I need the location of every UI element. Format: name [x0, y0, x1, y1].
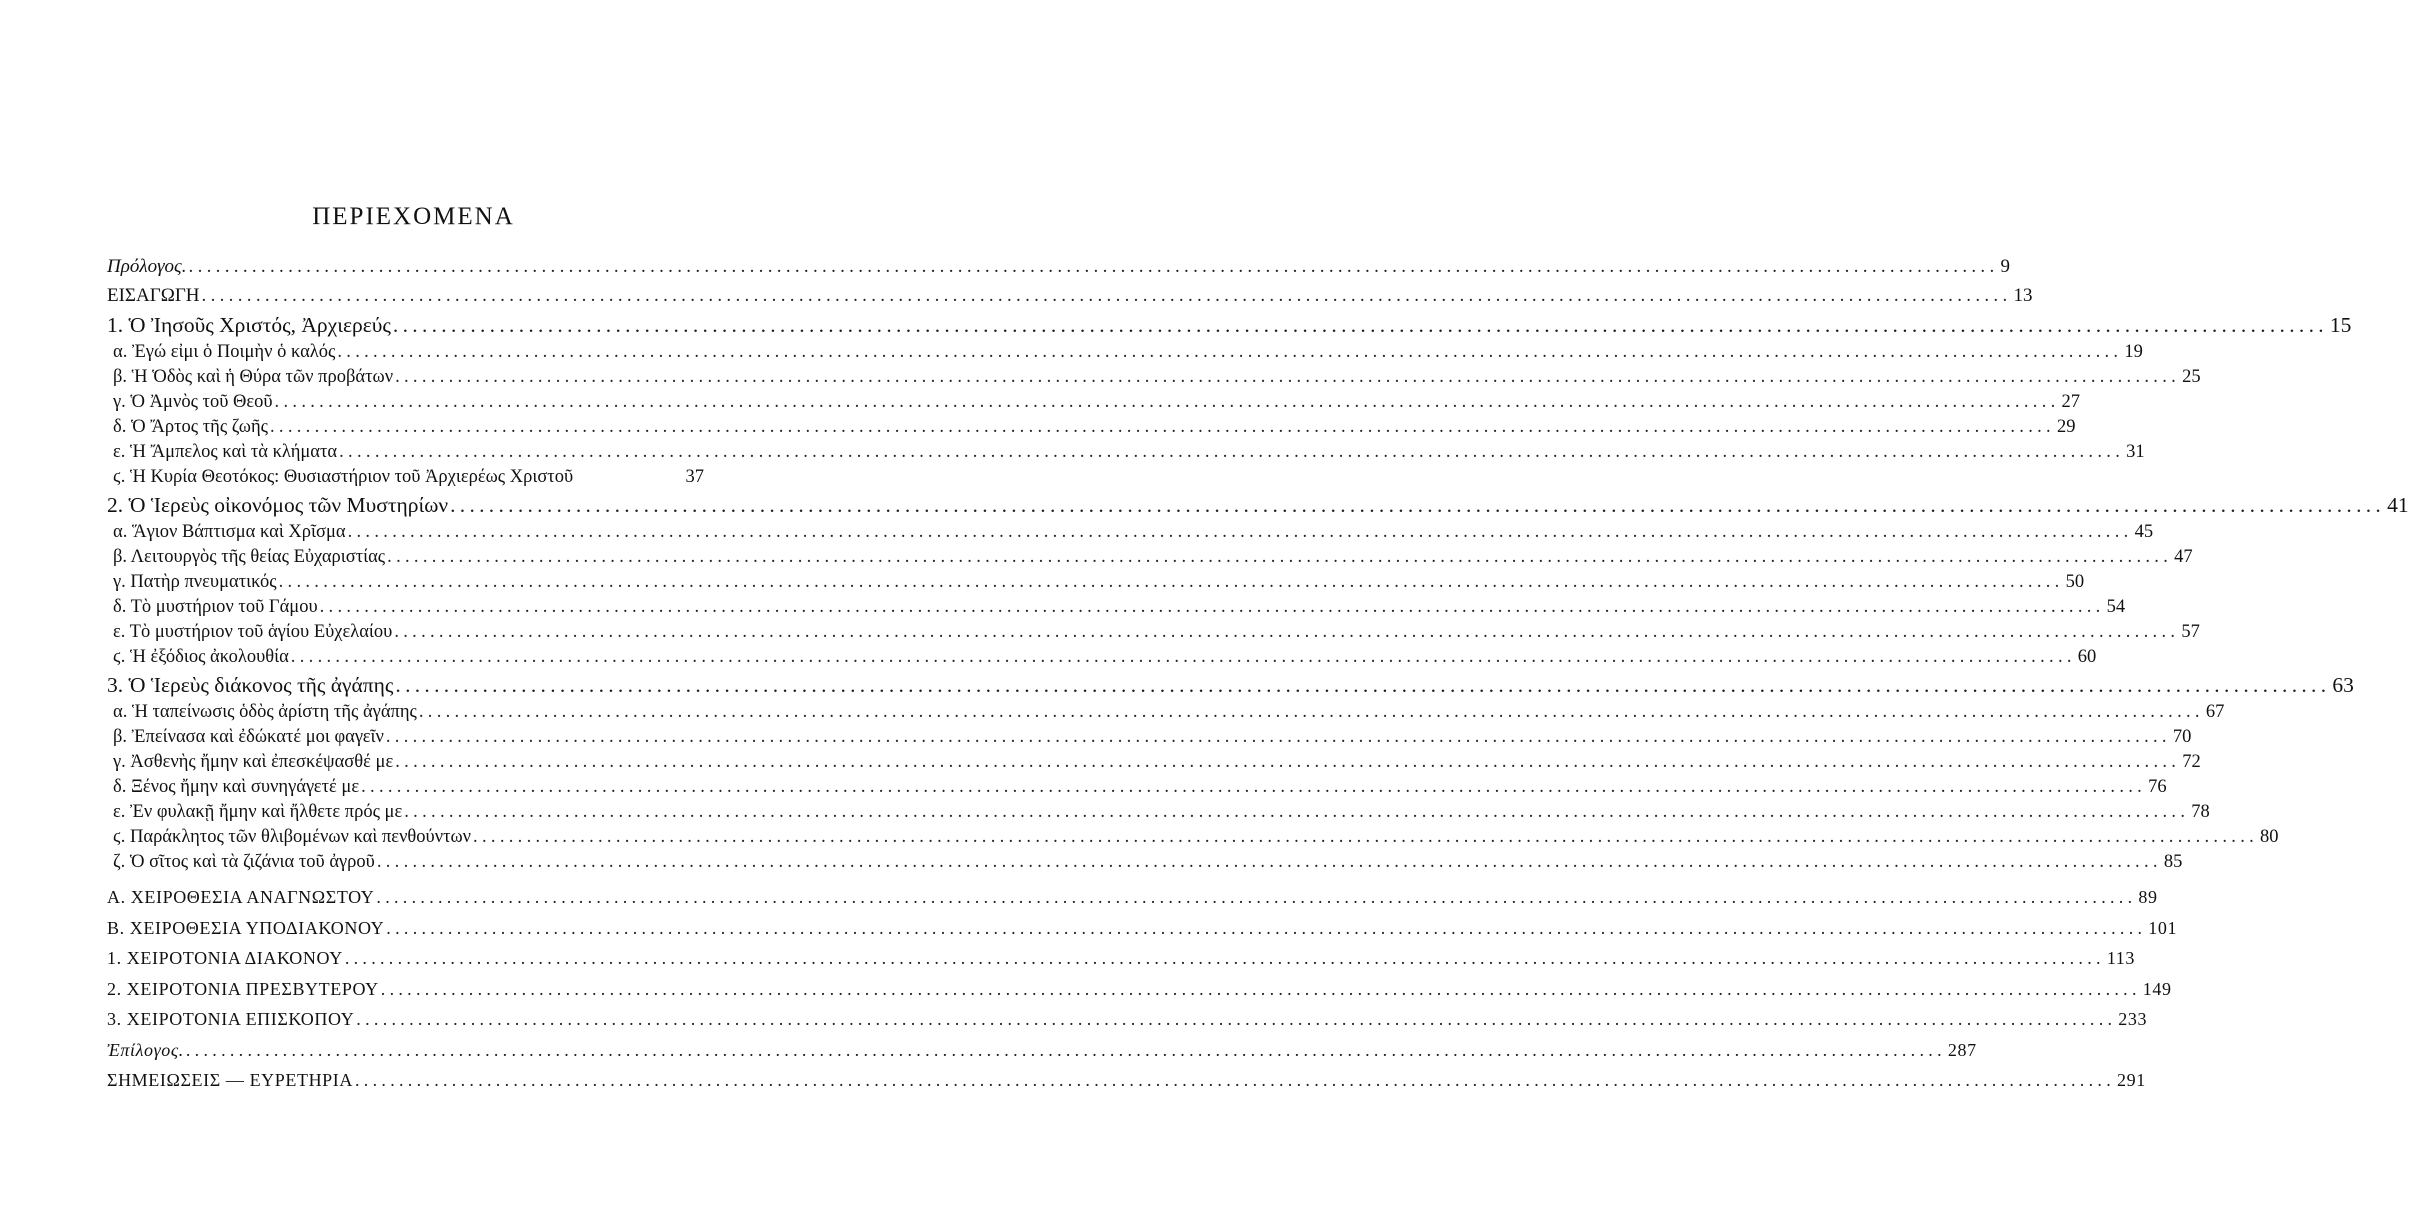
toc-entry-label: α. Ἐγώ εἰμι ὁ Ποιμὴν ὁ καλός [113, 342, 336, 362]
toc-entry[interactable] [107, 440, 2145, 465]
dot-leader: ........................................................................................................................................................................................................ [394, 622, 2180, 642]
toc-entry-page-number: 54 [2106, 597, 2126, 617]
toc-entry-label: Β. ΧΕΙΡΟΘΕΣΙΑ ΥΠΟΔΙΑΚΟΝΟΥ [107, 917, 385, 938]
dot-leader: ........................................................................................................................................................................................................ [344, 948, 2105, 968]
toc-entry-page-number: 89 [2138, 887, 2158, 907]
dot-leader: ........................................................................................................................................................................................................ [473, 827, 2259, 847]
dot-leader: ........................................................................................................................................................................................................ [418, 702, 2204, 722]
dot-leader: ........................................................................................................................................................................................................ [356, 1009, 2117, 1029]
toc-entry[interactable] [107, 415, 2076, 440]
toc-entry-label: 2. Ὁ Ἱερεὺς οἰκονόμος τῶν Μυστηρίων [107, 493, 449, 517]
toc-entry-label: ε. Ἡ Ἄμπελος καὶ τὰ κλήματα [113, 442, 338, 462]
toc-entry[interactable] [107, 390, 2081, 415]
dot-leader: ........................................................................................................................................................................................................ [404, 802, 2190, 822]
toc-entry-page-number: 287 [1947, 1039, 1977, 1060]
toc-entry[interactable] [107, 750, 2201, 775]
table-of-contents [107, 252, 2409, 1096]
toc-entry[interactable] [107, 700, 2225, 725]
toc-entry-label: δ. Ὁ Ἄρτος τῆς ζωῆς [113, 417, 268, 437]
toc-entry[interactable] [107, 595, 2126, 620]
toc-entry-label: γ. Ὁ Ἀμνὸς τοῦ Θεοῦ [113, 392, 273, 412]
dot-leader: ........................................................................................................................................................................................................ [269, 417, 2055, 437]
dot-leader: ........................................................................................................................................................................................................ [361, 777, 2147, 797]
dot-leader: ........................................................................................................................................................................................................ [355, 1070, 2115, 1090]
dot-leader: ........................................................................................................................................................................................................ [376, 887, 2137, 907]
dot-leader: ........................................................................................................................................................................................................ [278, 572, 2064, 592]
toc-entry-label: Α. ΧΕΙΡΟΘΕΣΙΑ ΑΝΑΓΝΩΣΤΟΥ [107, 887, 375, 907]
toc-entry-page-number: 50 [2065, 572, 2085, 592]
toc-entry[interactable] [107, 725, 2192, 750]
toc-entry-page-number: 41 [2387, 493, 2409, 517]
toc-entry[interactable] [107, 850, 2183, 875]
toc-entry-page-number: 13 [2013, 285, 2033, 306]
toc-entry-label: α. Ἡ ταπείνωσις ὁδὸς ἀρίστη τῆς ἀγάπης [113, 702, 417, 722]
toc-entry-page-number: 149 [2142, 978, 2172, 999]
toc-entry-page-number: 291 [2117, 1070, 2146, 1090]
dot-leader: ........................................................................................................................................................................................................ [395, 752, 2181, 772]
toc-entry-page-number: 9 [2000, 256, 2011, 277]
dot-leader: ........................................................................................................................................................................................................ [319, 597, 2105, 617]
toc-entry-page-number: 113 [2106, 948, 2135, 968]
dot-leader: ........................................................................................................................................................................................................ [386, 917, 2147, 938]
toc-entry-page-number: 70 [2172, 727, 2192, 747]
toc-entry-label: 1. ΧΕΙΡΟΤΟΝΙΑ ΔΙΑΚΟΝΟΥ [107, 948, 343, 968]
dot-leader: ........................................................................................................................................................................................................ [290, 647, 2076, 667]
toc-entry[interactable] [107, 800, 2210, 825]
toc-entry[interactable] [107, 943, 2135, 974]
dot-leader: ........................................................................................................................................................................................................ [392, 313, 2328, 337]
toc-entry-label: δ. Τὸ μυστήριον τοῦ Γάμου [113, 597, 318, 617]
toc-entry[interactable] [107, 520, 2154, 545]
toc-entry[interactable] [107, 645, 2097, 670]
toc-entry-label: Ἐπίλογος. [107, 1039, 184, 1060]
toc-entry-page-number: 67 [2205, 702, 2225, 722]
dot-leader: ........................................................................................................................................................................................................ [395, 673, 2331, 697]
toc-entry-label: ζ. Ὁ σῖτος καὶ τὰ ζιζάνια τοῦ ἀγροῦ [113, 852, 375, 872]
toc-entry[interactable] [107, 281, 2033, 310]
dot-leader: ........................................................................................................................................................................................................ [337, 342, 2123, 362]
toc-entry-label: γ. Ἀσθενὴς ἤμην καὶ ἐπεσκέψασθέ με [113, 752, 394, 772]
toc-entry-page-number: 15 [2329, 313, 2352, 337]
toc-entry-label: ΣΗΜΕΙΩΣΕΙΣ — ΕΥΡΕΤΗΡΙΑ [107, 1070, 353, 1090]
toc-entry-label: 3. Ὁ Ἱερεὺς διάκονος τῆς ἀγάπης [107, 673, 394, 697]
toc-entry-label: ϛ. Ἡ ἐξόδιος ἀκολουθία [113, 647, 289, 667]
toc-entry[interactable] [107, 340, 2143, 365]
dot-leader: ........................................................................................................................................................................................................ [347, 522, 2133, 542]
toc-entry-page-number: 233 [2118, 1009, 2148, 1029]
dot-leader: ........................................................................................................................................................................................................ [385, 727, 2171, 747]
toc-entry[interactable] [107, 490, 2409, 520]
toc-entry[interactable] [107, 465, 704, 490]
toc-entry-page-number: 47 [2174, 547, 2193, 567]
toc-entry[interactable] [107, 1004, 2148, 1035]
toc-entry-page-number: 37 [685, 467, 704, 487]
toc-entry-page-number: 57 [2181, 622, 2200, 642]
toc-entry-label: ϛ. Ἡ Κυρία Θεοτόκος: Θυσιαστήριον τοῦ Ἀρχιερέως Χριστοῦ [113, 467, 574, 487]
toc-entry[interactable] [107, 365, 2201, 390]
toc-entry-page-number: 78 [2191, 802, 2210, 822]
dot-leader: ........................................................................................................................................................................................................ [185, 1039, 1946, 1060]
toc-entry-label: ϛ. Παράκλητος τῶν θλιβομένων καὶ πενθούντων [113, 827, 472, 847]
dot-leader: ........................................................................................................................................................................................................ [274, 392, 2060, 412]
toc-entry-page-number: 72 [2182, 752, 2201, 772]
toc-entry-label: γ. Πατὴρ πνευματικός [113, 572, 277, 592]
toc-entry-page-number: 19 [2124, 342, 2143, 362]
dot-leader: ........................................................................................................................................................................................................ [395, 367, 2181, 387]
dot-leader: ........................................................................................................................................................................................................ [450, 493, 2386, 517]
toc-entry[interactable] [107, 570, 2085, 595]
toc-entry-label: 3. ΧΕΙΡΟΤΟΝΙΑ ΕΠΙΣΚΟΠΟΥ [107, 1009, 355, 1029]
toc-entry[interactable] [107, 1065, 2146, 1096]
toc-entry-page-number: 76 [2148, 777, 2167, 797]
toc-entry[interactable] [107, 620, 2200, 645]
dot-leader: ........................................................................................................................................................................................................ [387, 547, 2173, 567]
toc-entry-label: ε. Τὸ μυστήριον τοῦ ἁγίου Εὐχελαίου [113, 622, 393, 642]
toc-entry[interactable] [107, 670, 2354, 700]
toc-entry[interactable] [107, 252, 2011, 281]
toc-entry-label: ε. Ἐν φυλακῇ ἤμην καὶ ἤλθετε πρός με [113, 802, 403, 822]
dot-leader: ........................................................................................................................................................................................................ [339, 442, 2125, 462]
dot-leader: ........................................................................................................................................................................................................ [376, 852, 2162, 872]
dot-leader: ........................................................................................................................................................................................................ [188, 256, 1999, 277]
toc-entry-page-number: 60 [2077, 647, 2097, 667]
toc-entry-page-number: 80 [2260, 827, 2279, 847]
toc-entry-page-number: 101 [2148, 917, 2178, 938]
toc-entry-label: β. Ἐπείνασα καὶ ἐδώκατέ μοι φαγεῖν [113, 727, 384, 747]
toc-entry[interactable] [107, 913, 2178, 944]
toc-entry-page-number: 45 [2134, 522, 2154, 542]
toc-entry-label: δ. Ξένος ἤμην καὶ συνηγάγετέ με [113, 777, 360, 797]
toc-entry[interactable] [107, 974, 2172, 1005]
toc-entry-page-number: 29 [2056, 417, 2076, 437]
toc-entry-page-number: 25 [2182, 367, 2201, 387]
toc-entry-label: β. Λειτουργὸς τῆς θείας Εὐχαριστίας [113, 547, 386, 567]
toc-entry-label: ΕΙΣΑΓΩΓΗ [107, 285, 200, 306]
toc-entry-label: Πρόλογος. [107, 256, 187, 277]
toc-entry[interactable] [107, 825, 2279, 850]
toc-entry-label: 1. Ὁ Ἰησοῦς Χριστός, Ἀρχιερεύς [107, 313, 391, 337]
toc-entry[interactable] [107, 882, 2158, 913]
toc-entry[interactable] [107, 775, 2167, 800]
toc-entry-page-number: 85 [2163, 852, 2183, 872]
toc-entry[interactable] [107, 1035, 1977, 1066]
page-title: ΠΕΡΙΕΧΟΜΕΝΑ [312, 203, 515, 230]
dot-leader: ........................................................................................................................................................................................................ [201, 285, 2012, 306]
toc-entry[interactable] [107, 545, 2193, 570]
toc-entry-page-number: 27 [2061, 392, 2081, 412]
toc-entry-label: 2. ΧΕΙΡΟΤΟΝΙΑ ΠΡΕΣΒΥΤΕΡΟΥ [107, 978, 379, 999]
toc-entry-page-number: 31 [2126, 442, 2145, 462]
toc-entry-page-number: 63 [2332, 673, 2354, 697]
toc-entry-label: β. Ἡ Ὁδὸς καὶ ἡ Θύρα τῶν προβάτων [113, 367, 394, 387]
toc-entry[interactable] [107, 310, 2352, 340]
dot-leader: ........................................................................................................................................................................................................ [380, 978, 2141, 999]
toc-entry-label: α. Ἅγιον Βάπτισμα καὶ Χρῖσμα [113, 522, 346, 542]
